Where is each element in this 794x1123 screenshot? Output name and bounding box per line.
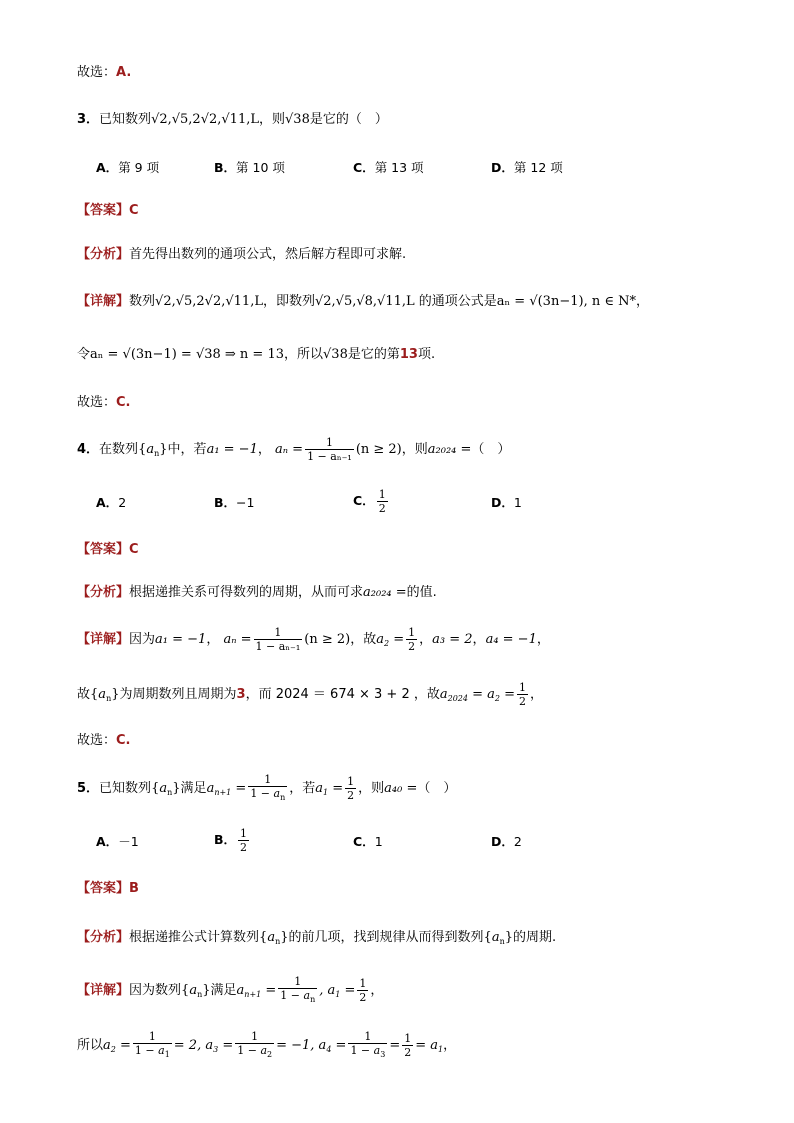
- q5-analysis: 【分析】根据递推公式计算数列$\{a_n\}$的前几项，找到规律从而得到数列$\{a_n\}$的周期.: [77, 930, 557, 946]
- q3-conclusion: 故选：C.: [77, 395, 131, 410]
- q4-detail-line-2: 故$\{a_n\}$为周期数列且周期为3，而 2024 ＝ 674 × 3 + 2 ，故$a_{2024} = a_2$ = $\frac{1}{2}$ ，: [77, 681, 544, 708]
- q3-detail: 【详解】数列√2,√5,2√2,√11,L，即数列√2,√5,√8,√11,L 的通项公式是aₙ = √(3n−1), n ∈ N*，: [77, 294, 649, 309]
- q3-analysis: 【分析】首先得出数列的通项公式，然后解方程即可求解.: [77, 247, 407, 262]
- q3-sequence: √2,√5,2√2,√11,L: [151, 112, 259, 127]
- question-3-stem: 3．已知数列√2,√5,2√2,√11,L，则√38是它的（ ）: [77, 112, 388, 127]
- q5-detail: 【详解】因为数列$\{a_n\}$满足$a_{n+1}$ = $\frac{1}{1 - a_n}$ , $a_1$ = $\frac{1}{2}$ ，: [77, 975, 384, 1004]
- q3-option-a: A．第 9 项: [96, 160, 160, 175]
- question-4-stem: 4．在数列$\{a_n\}$中，若a₁ = −1， aₙ = $\frac{1}{\text{1 − aₙ₋₁}}$ (n ≥ 2)，则a₂₀₂₄ =（ ）: [77, 436, 511, 463]
- q5-detail-line-2: 所以$a_2$ = $\frac{1}{1 - a_1}$ = 2, $a_3$ = $\frac{1}{1 - a_2}$ = −1, $a_4$ = $\frac{1}{1 - a_3}$ = $\frac{1}{2}$ = $a_1$，: [77, 1030, 457, 1059]
- q5-option-b: B． $\frac{1}{2}$: [214, 827, 248, 854]
- q4-option-c: C． $\frac{1}{2}$: [353, 488, 386, 515]
- q4-recurrence-fraction: $\frac{1}{\text{1 − aₙ₋₁}}$: [307, 436, 352, 463]
- q3-option-b: B．第 10 项: [214, 160, 285, 175]
- q5-option-d: D．2: [491, 834, 522, 849]
- q4-option-a: A．2: [96, 495, 127, 510]
- question-5-stem: 5．已知数列$\{a_n\}$满足$a_{n+1}$ = $\frac{1}{1 - a_n}$ ，若$a_1$ = $\frac{1}{2}$ ，则a₄₀ =（ ）: [77, 773, 457, 802]
- q3-detail-line-2: 令aₙ = √(3n−1) = √38 ⇒ n = 13，所以√38是它的第13项.: [77, 347, 436, 362]
- q5-option-a: A．－1: [96, 834, 139, 849]
- prev-conclusion: 故选：A.: [77, 65, 132, 80]
- q4-analysis: 【分析】根据递推关系可得数列的周期，从而可求a₂₀₂₄ =的值.: [77, 585, 437, 600]
- q3-option-c: C．第 13 项: [353, 160, 424, 175]
- q3-answer: 【答案】C: [77, 203, 139, 218]
- q4-conclusion: 故选：C.: [77, 733, 131, 748]
- q3-option-d: D．第 12 项: [491, 160, 563, 175]
- q4-option-b: B．−1: [214, 495, 255, 510]
- q5-option-c: C．1: [353, 834, 383, 849]
- q4-option-d: D．1: [491, 495, 522, 510]
- q4-answer: 【答案】C: [77, 542, 139, 557]
- q4-detail: 【详解】因为a₁ = −1， aₙ = $\frac{1}{\text{1 − aₙ₋₁}}$ (n ≥ 2)，故$a_2$ = $\frac{1}{2}$ ，a₃ = 2，a₄ = −1，: [77, 626, 550, 653]
- q5-answer: 【答案】B: [77, 881, 139, 896]
- q5-recurrence-fraction: $\frac{1}{1 - a_n}$: [250, 773, 286, 802]
